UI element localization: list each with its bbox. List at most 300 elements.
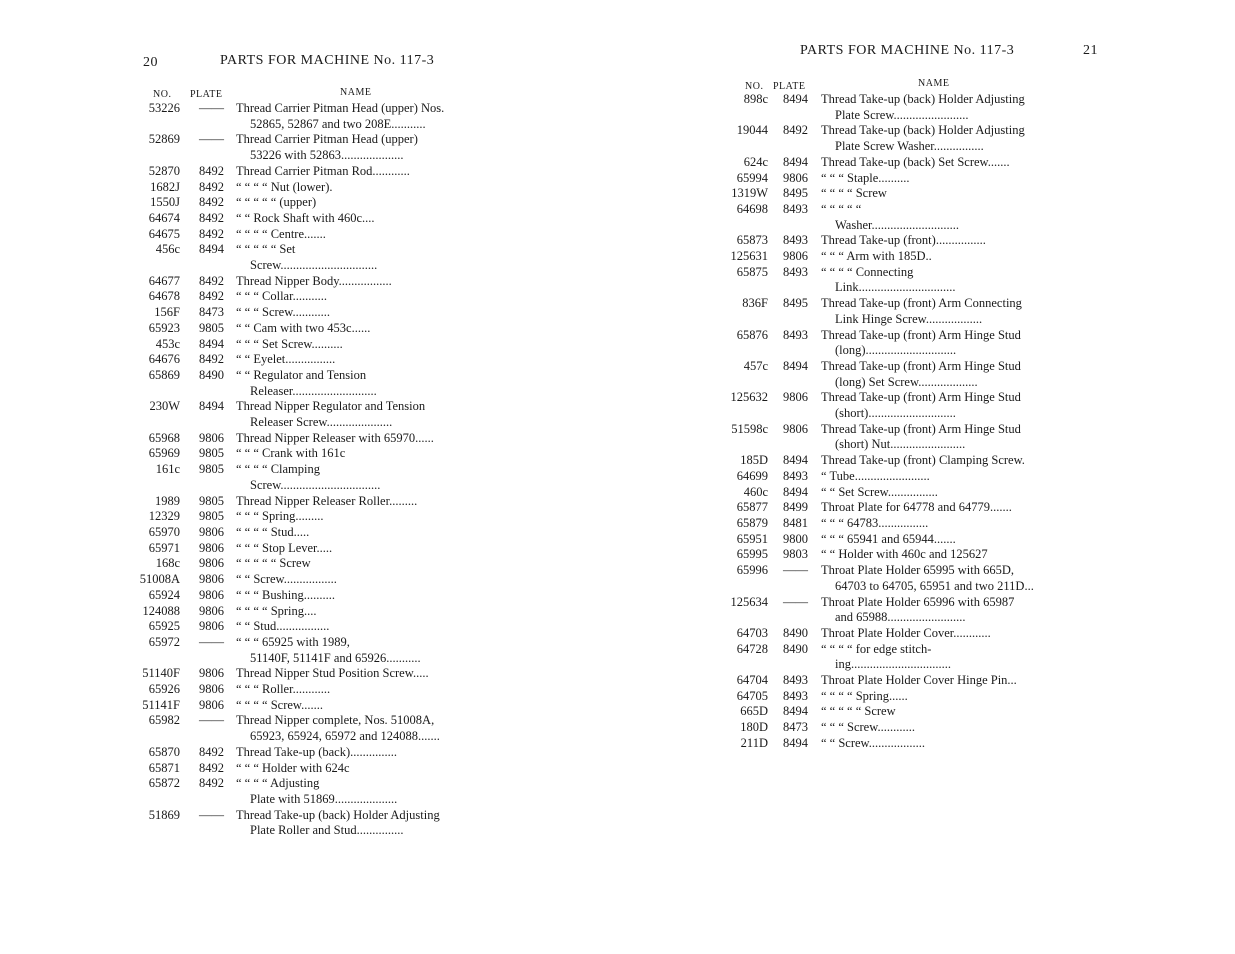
part-row xyxy=(138,337,483,353)
part-name xyxy=(821,123,1068,154)
part-name-continuation: Releaser Screw..................... xyxy=(250,415,393,430)
part-name xyxy=(821,453,1068,469)
part-number: 51008A xyxy=(139,572,180,587)
part-row xyxy=(721,689,1068,705)
part-row xyxy=(138,164,483,180)
part-name-continuation: (short) Nut........................ xyxy=(835,437,966,452)
part-number: 64676 xyxy=(148,352,180,367)
part-number: 53226 xyxy=(148,101,180,115)
plate-number: 8499 xyxy=(783,500,808,515)
part-name-line: “ “ Screw................. xyxy=(236,572,337,587)
part-row xyxy=(721,563,1068,594)
part-number: 180D xyxy=(740,720,768,735)
part-name-continuation: 51140F, 51141F and 65926........... xyxy=(250,650,421,665)
part-name-line: “ “ “ “ for edge stitch- xyxy=(821,641,932,656)
part-name-line: “ “ Eyelet................ xyxy=(236,352,336,367)
part-name-continuation: Screw............................... xyxy=(250,258,378,273)
part-row xyxy=(721,123,1068,154)
part-row xyxy=(138,619,483,635)
part-number: 1550J xyxy=(150,195,180,210)
part-name xyxy=(236,305,483,321)
part-name-line: “ “ Rock Shaft with 460c.... xyxy=(236,210,375,225)
part-name xyxy=(821,673,1068,689)
part-name-line: Thread Carrier Pitman Rod............ xyxy=(236,163,410,178)
part-number: 836F xyxy=(742,296,768,311)
part-name xyxy=(821,296,1068,327)
plate-number: 8494 xyxy=(783,154,808,169)
part-name-line: “ “ “ “ “ xyxy=(821,201,862,216)
part-name-line: “ “ “ Crank with 161c xyxy=(236,446,346,461)
part-row xyxy=(138,399,483,430)
part-name-line: Thread Take-up (back) Holder Adjusting xyxy=(236,807,440,822)
part-number: 65923 xyxy=(148,320,180,335)
part-name-line: Thread Carrier Pitman Head (upper) Nos. xyxy=(236,101,445,115)
part-row xyxy=(721,704,1068,720)
part-number: 230W xyxy=(149,399,180,414)
part-name-line: “ “ “ 65941 and 65944....... xyxy=(821,531,956,546)
part-row xyxy=(138,195,483,211)
part-number: 211D xyxy=(740,735,768,750)
part-row xyxy=(721,328,1068,359)
part-name-continuation: ing................................ xyxy=(835,657,951,672)
part-number: 65972 xyxy=(148,634,180,649)
part-name-line: “ “ “ Set Screw.......... xyxy=(236,336,343,351)
part-name-continuation: Washer............................ xyxy=(835,217,959,232)
part-name xyxy=(236,698,483,714)
part-row xyxy=(721,186,1068,202)
part-row xyxy=(138,431,483,447)
plate-number: —— xyxy=(199,713,224,728)
part-name xyxy=(821,516,1068,532)
part-number: 124088 xyxy=(142,603,180,618)
plate-number: 9806 xyxy=(199,540,224,555)
plate-number: 9806 xyxy=(199,603,224,618)
page-title: PARTS FOR MACHINE No. 117-3 xyxy=(220,53,435,68)
part-number: 65968 xyxy=(148,430,180,445)
part-name-line: Thread Nipper Releaser Roller......... xyxy=(236,493,418,508)
part-name xyxy=(821,736,1068,752)
plate-number: 8490 xyxy=(783,625,808,640)
part-name-line: “ “ “ “ Stud..... xyxy=(236,524,310,539)
part-name-line: “ “ “ Stop Lever..... xyxy=(236,540,333,555)
part-number: 185D xyxy=(740,453,768,468)
part-number: 161c xyxy=(155,462,180,477)
part-name-continuation: 65923, 65924, 65972 and 124088....... xyxy=(250,729,440,744)
part-number: 65877 xyxy=(736,500,768,515)
part-number: 665D xyxy=(740,704,768,719)
part-row xyxy=(721,673,1068,689)
part-name-line: “ “ Regulator and Tension xyxy=(236,367,367,382)
part-row xyxy=(721,516,1068,532)
plate-number: 8492 xyxy=(199,273,224,288)
part-row xyxy=(721,720,1068,736)
part-number: 125631 xyxy=(730,249,768,264)
part-name-line: “ “ “ Spring......... xyxy=(236,509,324,524)
part-number: 65994 xyxy=(736,170,768,185)
part-name xyxy=(821,563,1068,594)
part-name-continuation: Link............................... xyxy=(835,280,956,295)
part-row xyxy=(138,604,483,620)
part-row xyxy=(138,289,483,305)
plate-number: 8495 xyxy=(783,296,808,311)
part-name-line: Thread Take-up (front)................ xyxy=(821,233,986,248)
plate-number: 8490 xyxy=(199,367,224,382)
part-row xyxy=(138,713,483,744)
part-name-line: “ “ “ 64783................ xyxy=(821,515,929,530)
part-number: 52869 xyxy=(148,132,180,147)
part-name xyxy=(821,186,1068,202)
plate-number: 8494 xyxy=(199,336,224,351)
plate-number: 9806 xyxy=(199,556,224,571)
part-name xyxy=(236,682,483,698)
part-name-line: “ “ “ “ Spring...... xyxy=(821,688,908,703)
part-number: 624c xyxy=(743,154,768,169)
part-name-line: “ “ “ “ Adjusting xyxy=(236,776,320,791)
part-name-line: Thread Take-up (front) Arm Hinge Stud xyxy=(821,421,1021,436)
part-row xyxy=(721,595,1068,626)
part-name-line: “ “ Holder with 460c and 125627 xyxy=(821,547,988,562)
part-name xyxy=(821,500,1068,516)
part-number: 460c xyxy=(743,484,768,499)
part-row xyxy=(138,541,483,557)
plate-number: 8481 xyxy=(783,515,808,530)
part-number: 1682J xyxy=(150,179,180,194)
part-number: 898c xyxy=(743,92,768,106)
part-row xyxy=(138,368,483,399)
part-name-line: “ “ “ “ Spring.... xyxy=(236,603,317,618)
plate-number: 9806 xyxy=(199,572,224,587)
part-name-line: Thread Take-up (front) Arm Hinge Stud xyxy=(821,390,1021,405)
part-name-line: “ “ Cam with two 453c...... xyxy=(236,320,371,335)
part-row xyxy=(138,180,483,196)
plate-number: 8493 xyxy=(783,673,808,688)
part-number: 65982 xyxy=(148,713,180,728)
plate-number: 9806 xyxy=(783,249,808,264)
part-number: 65871 xyxy=(148,760,180,775)
part-row xyxy=(138,588,483,604)
part-number: 51598c xyxy=(731,421,768,436)
part-number: 156F xyxy=(154,305,180,320)
part-number: 1989 xyxy=(155,493,180,508)
plate-number: 9806 xyxy=(783,390,808,405)
part-number: 65969 xyxy=(148,446,180,461)
part-name xyxy=(821,532,1068,548)
part-number: 65869 xyxy=(148,367,180,382)
plate-number: 9806 xyxy=(783,421,808,436)
part-name-continuation: Link Hinge Screw.................. xyxy=(835,311,983,326)
part-number: 65872 xyxy=(148,776,180,791)
right-page xyxy=(618,0,1235,954)
part-name xyxy=(236,541,483,557)
plate-number: 8492 xyxy=(199,776,224,791)
part-row xyxy=(138,352,483,368)
part-name xyxy=(236,666,483,682)
plate-number: 8494 xyxy=(783,92,808,106)
part-name xyxy=(236,462,483,493)
plate-number: 8494 xyxy=(783,358,808,373)
part-name xyxy=(236,337,483,353)
part-name xyxy=(236,101,483,132)
part-name xyxy=(821,485,1068,501)
part-row xyxy=(138,666,483,682)
part-number: 65876 xyxy=(736,327,768,342)
part-name xyxy=(821,547,1068,563)
page-number: 20 xyxy=(143,55,158,70)
plate-number: 8493 xyxy=(783,468,808,483)
plate-number: 8492 xyxy=(199,226,224,241)
part-name xyxy=(236,556,483,572)
part-name xyxy=(821,689,1068,705)
part-name xyxy=(236,242,483,273)
plate-number: 9806 xyxy=(199,587,224,602)
plate-number: 8493 xyxy=(783,688,808,703)
part-number: 64698 xyxy=(736,201,768,216)
part-number: 64674 xyxy=(148,210,180,225)
part-name-line: Thread Take-up (front) Arm Connecting xyxy=(821,296,1022,311)
part-name-line: “ “ “ “ Nut (lower). xyxy=(236,179,333,194)
part-row xyxy=(721,249,1068,265)
plate-number: 9805 xyxy=(199,493,224,508)
part-name-line: “ “ “ “ Clamping xyxy=(236,462,320,477)
part-name xyxy=(236,745,483,761)
part-number: 457c xyxy=(743,358,768,373)
part-name xyxy=(236,761,483,777)
part-row xyxy=(138,446,483,462)
plate-number: 9806 xyxy=(199,430,224,445)
plate-number: 8473 xyxy=(783,720,808,735)
part-name xyxy=(236,431,483,447)
part-row xyxy=(721,547,1068,563)
part-number: 12329 xyxy=(148,509,180,524)
part-number: 456c xyxy=(155,242,180,257)
part-name xyxy=(236,619,483,635)
part-name-continuation: 64703 to 64705, 65951 and two 211D... xyxy=(835,578,1034,593)
plate-number: 8490 xyxy=(783,641,808,656)
part-row xyxy=(138,321,483,337)
part-number: 168c xyxy=(155,556,180,571)
part-number: 1319W xyxy=(731,186,768,201)
part-number: 64704 xyxy=(736,673,768,688)
plate-number: —— xyxy=(783,563,808,578)
part-row xyxy=(721,485,1068,501)
plate-number: 8492 xyxy=(783,123,808,138)
part-number: 65879 xyxy=(736,515,768,530)
part-number: 65970 xyxy=(148,524,180,539)
plate-number: 8492 xyxy=(199,210,224,225)
part-name xyxy=(236,635,483,666)
plate-number: —— xyxy=(199,634,224,649)
plate-number: 8492 xyxy=(199,289,224,304)
part-name-line: “ “ “ Arm with 185D.. xyxy=(821,249,932,264)
part-number: 125632 xyxy=(730,390,768,405)
part-name xyxy=(236,494,483,510)
plate-number: 8492 xyxy=(199,352,224,367)
plate-number: 9806 xyxy=(783,170,808,185)
part-name xyxy=(236,525,483,541)
part-name-line: Thread Take-up (back) Set Screw....... xyxy=(821,154,1010,169)
plate-number: 9805 xyxy=(199,509,224,524)
part-name-continuation: (short)............................ xyxy=(835,406,956,421)
part-number: 65924 xyxy=(148,587,180,602)
part-number: 65995 xyxy=(736,547,768,562)
column-header-plate: PLATE xyxy=(190,89,223,100)
part-name xyxy=(821,92,1068,123)
part-name xyxy=(236,399,483,430)
plate-number: 8494 xyxy=(783,453,808,468)
part-name xyxy=(821,469,1068,485)
part-name xyxy=(236,227,483,243)
part-number: 64699 xyxy=(736,468,768,483)
part-name-line: “ “ “ “ Connecting xyxy=(821,264,914,279)
part-name-line: “ “ “ Staple.......... xyxy=(821,170,910,185)
part-name-line: Thread Take-up (front) Arm Hinge Stud xyxy=(821,358,1021,373)
part-number: 52870 xyxy=(148,163,180,178)
part-row xyxy=(138,509,483,525)
column-header-name: NAME xyxy=(918,78,950,89)
part-name-line: “ “ “ Roller............ xyxy=(236,682,331,697)
part-row xyxy=(138,745,483,761)
part-number: 65926 xyxy=(148,682,180,697)
part-row xyxy=(138,698,483,714)
part-name xyxy=(821,155,1068,171)
part-row xyxy=(138,305,483,321)
part-number: 51869 xyxy=(148,807,180,822)
part-number: 51140F xyxy=(142,666,180,681)
part-name xyxy=(821,265,1068,296)
part-row xyxy=(138,494,483,510)
part-name-line: Thread Take-up (front) Clamping Screw. xyxy=(821,453,1025,468)
part-name xyxy=(821,328,1068,359)
part-name xyxy=(821,704,1068,720)
part-name-line: “ “ “ Screw............ xyxy=(236,305,330,320)
part-number: 64703 xyxy=(736,625,768,640)
part-name-continuation: Plate Roller and Stud............... xyxy=(250,823,404,838)
part-number: 64678 xyxy=(148,289,180,304)
part-name-line: Throat Plate Holder Cover Hinge Pin... xyxy=(821,673,1017,688)
part-name-line: “ “ “ Bushing.......... xyxy=(236,587,335,602)
plate-number: 9806 xyxy=(199,619,224,634)
part-row xyxy=(721,453,1068,469)
part-row xyxy=(721,736,1068,752)
part-row xyxy=(721,155,1068,171)
part-row xyxy=(138,274,483,290)
plate-number: —— xyxy=(199,132,224,147)
part-name-line: “ “ “ “ “ (upper) xyxy=(236,195,317,210)
part-name-line: Throat Plate Holder 65995 with 665D, xyxy=(821,563,1015,578)
part-row xyxy=(138,227,483,243)
part-number: 51141F xyxy=(142,697,180,712)
part-name-line: Thread Nipper complete, Nos. 51008A, xyxy=(236,713,435,728)
part-row xyxy=(138,462,483,493)
plate-number: 9806 xyxy=(199,666,224,681)
part-name xyxy=(236,180,483,196)
plate-number: 8492 xyxy=(199,760,224,775)
part-row xyxy=(138,101,483,132)
part-number: 19044 xyxy=(736,123,768,138)
part-name xyxy=(236,713,483,744)
part-name xyxy=(236,164,483,180)
part-name xyxy=(236,604,483,620)
part-name-line: Thread Nipper Releaser with 65970...... xyxy=(236,430,434,445)
plate-number: 8492 xyxy=(199,744,224,759)
parts-list xyxy=(138,101,483,839)
part-name-line: “ “ “ “ Screw....... xyxy=(236,697,323,712)
plate-number: 8493 xyxy=(783,264,808,279)
part-name-line: Thread Nipper Stud Position Screw..... xyxy=(236,666,429,681)
part-row xyxy=(721,642,1068,673)
column-header-no: NO. xyxy=(153,89,172,100)
part-name-line: “ Tube........................ xyxy=(821,468,930,483)
part-name xyxy=(236,289,483,305)
part-row xyxy=(721,500,1068,516)
part-name-line: Thread Take-up (back) Holder Adjusting xyxy=(821,123,1025,138)
part-name-line: “ “ Screw.................. xyxy=(821,735,926,750)
part-name xyxy=(236,352,483,368)
part-name xyxy=(821,422,1068,453)
part-name-line: “ “ “ 65925 with 1989, xyxy=(236,634,350,649)
part-row xyxy=(721,469,1068,485)
part-name-continuation: Releaser........................... xyxy=(250,383,377,398)
part-name-continuation: (long)............................. xyxy=(835,343,957,358)
part-name-line: “ “ “ “ “ Screw xyxy=(821,704,896,719)
part-row xyxy=(138,808,483,839)
part-row xyxy=(721,359,1068,390)
part-number: 64675 xyxy=(148,226,180,241)
parts-list xyxy=(721,92,1068,752)
part-name-continuation: (long) Set Screw................... xyxy=(835,374,978,389)
part-row xyxy=(138,776,483,807)
part-name-line: “ “ “ “ Centre....... xyxy=(236,226,326,241)
part-row xyxy=(721,171,1068,187)
part-name-line: Thread Nipper Body................. xyxy=(236,273,392,288)
part-number: 65951 xyxy=(736,531,768,546)
part-name xyxy=(236,195,483,211)
part-name xyxy=(236,808,483,839)
column-header-name: NAME xyxy=(340,87,372,98)
part-row xyxy=(721,92,1068,123)
plate-number: —— xyxy=(783,594,808,609)
part-row xyxy=(721,532,1068,548)
part-row xyxy=(138,525,483,541)
plate-number: 8494 xyxy=(199,242,224,257)
part-number: 64705 xyxy=(736,688,768,703)
plate-number: 8492 xyxy=(199,179,224,194)
column-header-no: NO. xyxy=(745,81,764,92)
plate-number: 9805 xyxy=(199,320,224,335)
part-name-line: “ “ Set Screw................ xyxy=(821,484,938,499)
part-name xyxy=(236,274,483,290)
part-name xyxy=(821,171,1068,187)
part-name xyxy=(821,390,1068,421)
part-row xyxy=(138,242,483,273)
part-name-continuation: Plate Screw........................ xyxy=(835,107,969,122)
page-number: 21 xyxy=(1083,43,1098,58)
part-number: 64677 xyxy=(148,273,180,288)
part-name xyxy=(821,595,1068,626)
part-number: 65875 xyxy=(736,264,768,279)
part-name xyxy=(236,368,483,399)
part-number: 65996 xyxy=(736,563,768,578)
part-name-continuation: Screw................................ xyxy=(250,477,381,492)
plate-number: 8493 xyxy=(783,233,808,248)
plate-number: 9800 xyxy=(783,531,808,546)
part-name-continuation: Plate Screw Washer................ xyxy=(835,139,984,154)
plate-number: 9803 xyxy=(783,547,808,562)
part-name-line: “ “ “ “ “ Screw xyxy=(236,556,311,571)
part-name-line: “ “ “ “ “ Set xyxy=(236,242,296,257)
plate-number: 8492 xyxy=(199,163,224,178)
part-name-line: Throat Plate Holder Cover............ xyxy=(821,625,991,640)
